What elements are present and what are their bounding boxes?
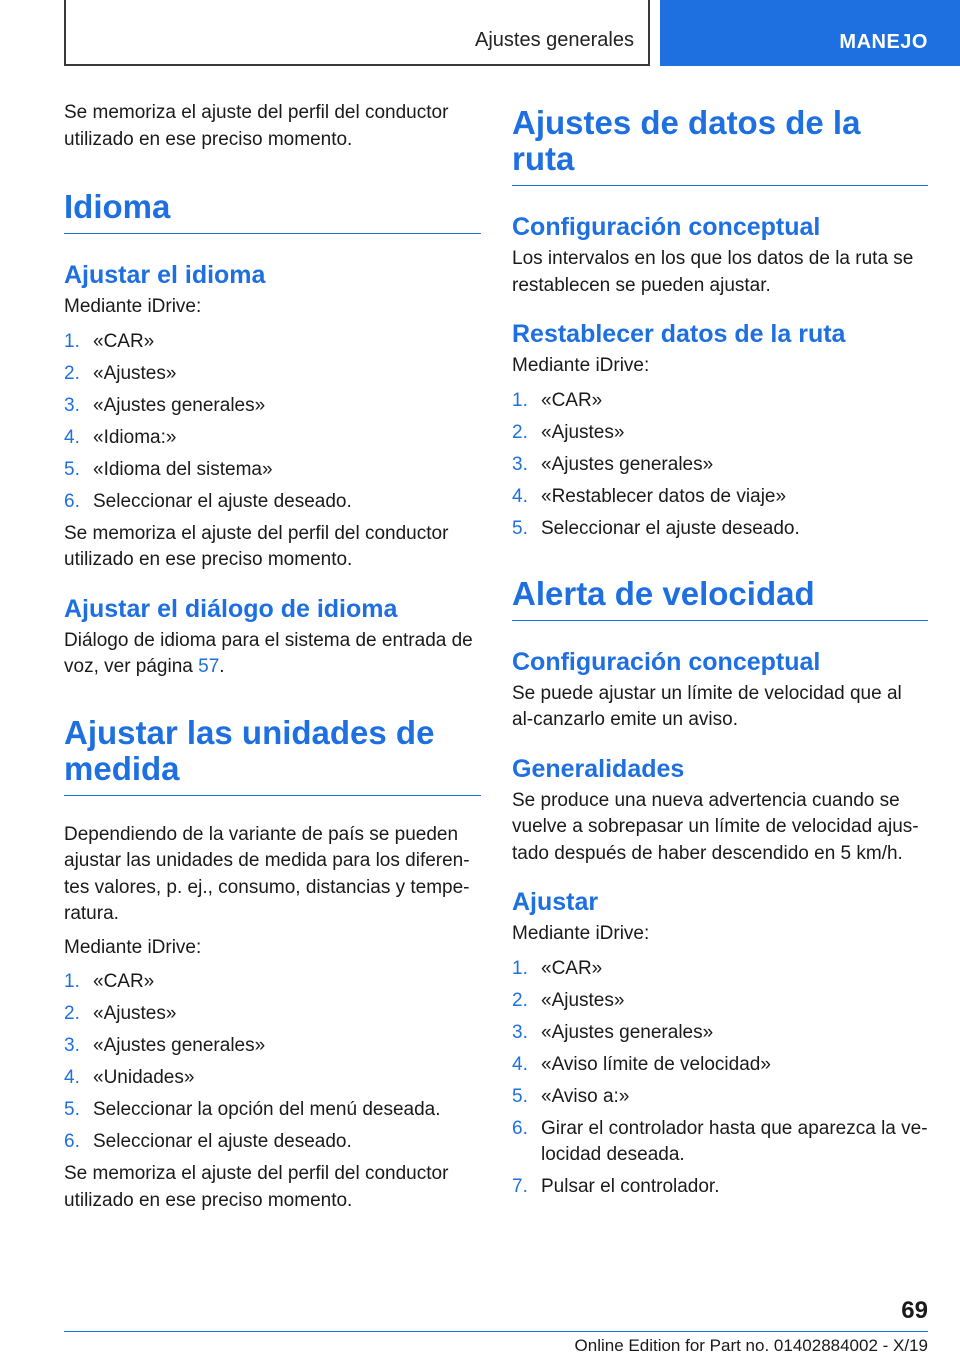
heading-ajustar-alerta: Ajustar <box>512 888 599 916</box>
idrive-lead: Mediante iDrive: <box>64 936 202 958</box>
dialogo-text-end: . <box>219 656 225 677</box>
list-item <box>64 1065 481 1091</box>
step-text: «Ajustes» <box>93 362 177 384</box>
step-number: 4. <box>512 485 528 507</box>
step-number: 2. <box>512 989 528 1011</box>
steps-idioma <box>64 329 481 515</box>
step-text: «Aviso límite de velocidad» <box>541 1053 771 1075</box>
outro-paragraph: Se memoriza el ajuste del perfil del conductor utilizado en ese preciso momento. <box>64 1163 449 1211</box>
step-text: «Ajustes generales» <box>541 1021 714 1043</box>
step-text: «CAR» <box>93 330 155 352</box>
list-item <box>64 969 481 995</box>
heading-alerta-velocidad: Alerta de velocidad <box>512 576 928 621</box>
step-text: «Ajustes generales» <box>541 453 714 475</box>
step-text: «Idioma:» <box>93 426 177 448</box>
list-item <box>64 489 481 515</box>
unidades-paragraph: Dependiendo de la variante de país se pueden ajustar las unidades de medida para los diferen-tes valores, p. ej., consumo, distancias y tempe-ratura. <box>64 823 470 924</box>
idrive-lead: Mediante iDrive: <box>64 296 202 317</box>
section-title: Ajustes generales <box>475 29 634 51</box>
right-column <box>512 100 928 1206</box>
list-item <box>512 1174 928 1200</box>
step-number: 3. <box>64 1035 80 1056</box>
step-number: 4. <box>512 1053 528 1075</box>
chapter-tab <box>660 0 960 66</box>
step-number: 1. <box>64 971 80 992</box>
list-item <box>64 329 481 355</box>
step-text: «Ajustes generales» <box>93 394 266 416</box>
heading-config-alerta: Configuración conceptual <box>512 647 821 676</box>
step-number: 1. <box>512 957 528 979</box>
chapter-title: MANEJO <box>839 31 928 53</box>
generalidades-paragraph: Se produce una nueva advertencia cuando se vuelve a sobrepasar un límite de velocidad ajus-tado después de haber descendido en 5 km/h. <box>512 789 919 864</box>
list-item <box>512 420 928 446</box>
list-item <box>512 452 928 478</box>
step-text: «Ajustes» <box>93 1003 177 1024</box>
dialogo-text: Diálogo de idioma para el sistema de entrada de voz, ver página <box>64 629 473 677</box>
intro-paragraph: Se memoriza el ajuste del perfil del conductor utilizado en ese preciso momento. <box>64 102 449 150</box>
heading-idioma: Idioma <box>64 189 481 234</box>
config-ruta-paragraph: Los intervalos en los que los datos de la ruta se restablecen se pueden ajustar. <box>512 248 914 296</box>
step-text: «Aviso a:» <box>541 1085 630 1107</box>
list-item <box>64 1097 481 1123</box>
step-text: «CAR» <box>541 957 603 979</box>
step-number: 3. <box>64 394 80 416</box>
step-number: 3. <box>512 453 528 475</box>
list-item <box>512 1084 928 1110</box>
section-header-box <box>64 0 650 66</box>
list-item <box>64 393 481 419</box>
list-item <box>64 361 481 387</box>
heading-config-ruta: Configuración conceptual <box>512 213 821 241</box>
list-item <box>512 1020 928 1046</box>
step-number: 5. <box>64 1099 80 1120</box>
step-number: 1. <box>64 330 80 352</box>
step-number: 2. <box>512 421 528 443</box>
steps-unidades <box>64 969 481 1155</box>
step-number: 5. <box>512 1085 528 1107</box>
step-text: «Unidades» <box>93 1067 195 1088</box>
step-number: 4. <box>64 426 80 448</box>
step-number: 3. <box>512 1021 528 1043</box>
page-number: 69 <box>901 1297 928 1324</box>
step-text: «Ajustes» <box>541 421 625 443</box>
list-item <box>64 1129 481 1155</box>
heading-generalidades: Generalidades <box>512 754 685 783</box>
step-number: 4. <box>64 1067 80 1088</box>
step-text: Girar el controlador hasta que aparezca la ve-locidad deseada. <box>541 1117 928 1165</box>
steps-alerta <box>512 956 928 1200</box>
step-text: «Idioma del sistema» <box>93 458 273 480</box>
step-number: 2. <box>64 1003 80 1024</box>
step-number: 6. <box>64 1131 80 1152</box>
step-number: 2. <box>64 362 80 384</box>
list-item <box>64 425 481 451</box>
list-item <box>512 1116 928 1168</box>
list-item <box>64 457 481 483</box>
list-item <box>512 388 928 414</box>
heading-restablecer-ruta: Restablecer datos de la ruta <box>512 320 846 348</box>
idrive-lead: Mediante iDrive: <box>512 355 650 376</box>
outro-paragraph: Se memoriza el ajuste del perfil del conductor utilizado en ese preciso momento. <box>64 522 449 570</box>
list-item <box>512 1052 928 1078</box>
list-item <box>64 1001 481 1027</box>
step-number: 6. <box>64 490 80 512</box>
step-text: Pulsar el controlador. <box>541 1175 720 1197</box>
list-item <box>512 956 928 982</box>
list-item <box>512 516 928 542</box>
step-text: Seleccionar el ajuste deseado. <box>93 1131 352 1152</box>
step-text: Seleccionar el ajuste deseado. <box>93 490 352 512</box>
left-column <box>64 100 481 1221</box>
step-number: 7. <box>512 1175 528 1197</box>
list-item <box>512 988 928 1014</box>
heading-unidades-line1: Ajustar las unidades de <box>64 713 435 751</box>
step-number: 6. <box>512 1117 528 1139</box>
step-number: 1. <box>512 389 528 411</box>
heading-datos-ruta: Ajustes de datos de la ruta <box>512 105 928 186</box>
steps-restablecer <box>512 388 928 542</box>
dialogo-paragraph <box>64 628 481 681</box>
list-item <box>64 1033 481 1059</box>
step-text: Seleccionar la opción del menú deseada. <box>93 1099 441 1120</box>
config-alerta-paragraph: Se puede ajustar un límite de velocidad que al al-canzarlo emite un aviso. <box>512 682 902 730</box>
heading-unidades <box>64 715 481 796</box>
step-text: «CAR» <box>541 389 603 411</box>
idrive-lead: Mediante iDrive: <box>512 923 650 944</box>
step-number: 5. <box>512 517 528 539</box>
footer-rule <box>64 1331 928 1332</box>
heading-unidades-line2: medida <box>64 749 180 787</box>
page-link[interactable]: 57 <box>198 656 220 677</box>
step-text: «Restablecer datos de viaje» <box>541 485 787 507</box>
step-number: 5. <box>64 458 80 480</box>
edition-text: Online Edition for Part no. 01402884002 - X/19 <box>574 1336 928 1355</box>
step-text: «Ajustes» <box>541 989 625 1011</box>
page-header <box>0 0 960 66</box>
step-text: «Ajustes generales» <box>93 1035 266 1056</box>
list-item <box>512 484 928 510</box>
step-text: «CAR» <box>93 971 155 992</box>
step-text: Seleccionar el ajuste deseado. <box>541 517 800 539</box>
heading-dialogo-idioma: Ajustar el diálogo de idioma <box>64 594 398 623</box>
heading-ajustar-idioma: Ajustar el idioma <box>64 261 266 289</box>
